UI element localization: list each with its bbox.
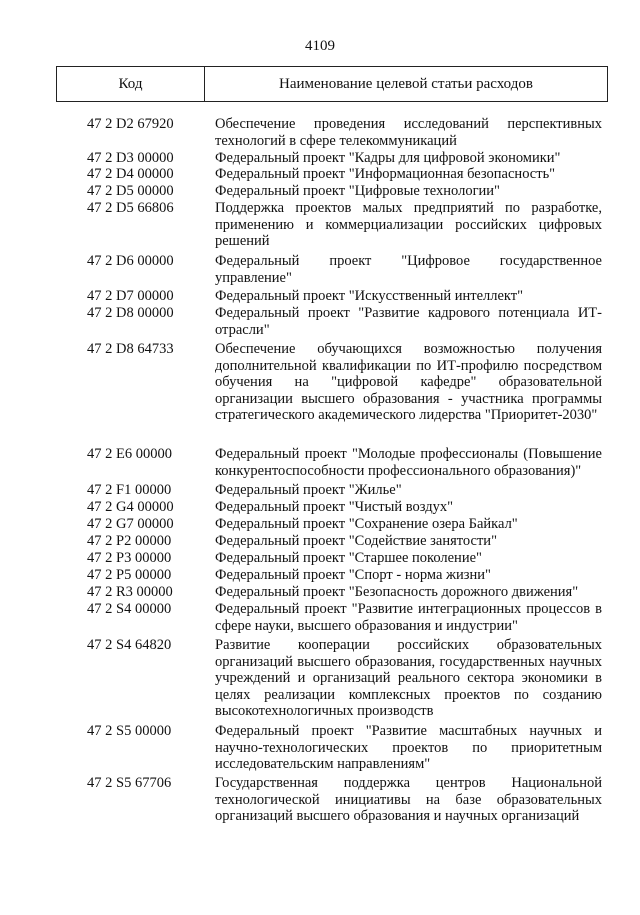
row-name: Федеральный проект "Жилье": [215, 482, 402, 498]
row-name: Федеральный проект "Кадры для цифровой экономики": [215, 150, 561, 166]
row-code: 47 2 P5 00000: [87, 567, 172, 583]
row-name: Федеральный проект "Цифровое государственное управление": [215, 253, 602, 286]
row-name: Федеральный проект "Старшее поколение": [215, 550, 482, 566]
row-code: 47 2 D5 00000: [87, 183, 174, 199]
row-code: 47 2 S5 67706: [87, 775, 172, 791]
row-code: 47 2 P2 00000: [87, 533, 172, 549]
row-name: Обеспечение обучающихся возможностью получения дополнительной квалификации по ИТ-профилю посредством обучения на "цифровой кафедре" образовательной организации высшего образования - участника программы стратегического академического лидерства "Приоритет-2030": [215, 341, 602, 423]
row-code: 47 2 E6 00000: [87, 446, 172, 462]
row-name: Федеральный проект "Развитие интеграционных процессов в сфере науки, высшего образования и индустрии": [215, 601, 602, 634]
row-code: 47 2 D8 64733: [87, 341, 174, 357]
row-name: Поддержка проектов малых предприятий по разработке, применению и коммерциализации российских цифровых решений: [215, 200, 602, 249]
row-name: Федеральный проект "Развитие кадрового потенциала ИТ-отрасли": [215, 305, 602, 338]
row-name: Федеральный проект "Содействие занятости": [215, 533, 497, 549]
row-code: 47 2 F1 00000: [87, 482, 172, 498]
row-code: 47 2 G7 00000: [87, 516, 174, 532]
row-code: 47 2 S5 00000: [87, 723, 172, 739]
header-code: Код: [57, 67, 205, 101]
row-code: 47 2 D5 66806: [87, 200, 174, 216]
row-name: Федеральный проект "Чистый воздух": [215, 499, 454, 515]
page-number: 4109: [305, 38, 335, 54]
row-name: Федеральный проект "Молодые профессионалы (Повышение конкурентоспособности профессионального образования)": [215, 446, 602, 479]
row-name: Развитие кооперации российских образовательных организаций высшего образования, государственных научных учреждений и организаций реального сектора экономики в целях реализации комплексных проектов по созданию высокотехнологичных производств: [215, 637, 602, 719]
row-code: 47 2 D2 67920: [87, 116, 174, 132]
row-name: Федеральный проект "Информационная безопасность": [215, 166, 556, 182]
row-name: Федеральный проект "Искусственный интеллект": [215, 288, 524, 304]
row-code: 47 2 S4 00000: [87, 601, 172, 617]
row-code: 47 2 R3 00000: [87, 584, 173, 600]
row-name: Обеспечение проведения исследований перспективных технологий в сфере телекоммуникаций: [215, 116, 602, 149]
row-code: 47 2 D8 00000: [87, 305, 174, 321]
row-code: 47 2 D4 00000: [87, 166, 174, 182]
row-code: 47 2 D3 00000: [87, 150, 174, 166]
row-name: Государственная поддержка центров Национальной технологической инициативы на базе образовательных организаций высшего образования и научных организаций: [215, 775, 602, 824]
row-code: 47 2 D7 00000: [87, 288, 174, 304]
row-code: 47 2 D6 00000: [87, 253, 174, 269]
row-name: Федеральный проект "Спорт - норма жизни": [215, 567, 491, 583]
row-code: 47 2 G4 00000: [87, 499, 174, 515]
row-code: 47 2 P3 00000: [87, 550, 172, 566]
header-name: Наименование целевой статьи расходов: [279, 75, 533, 92]
row-code: 47 2 S4 64820: [87, 637, 172, 653]
row-name: Федеральный проект "Развитие масштабных научных и научно-технологических проектов по приоритетным исследовательским направлениям": [215, 723, 602, 772]
row-name: Федеральный проект "Безопасность дорожного движения": [215, 584, 579, 600]
table-header: [56, 66, 608, 102]
row-name: Федеральный проект "Сохранение озера Байкал": [215, 516, 518, 532]
row-name: Федеральный проект "Цифровые технологии": [215, 183, 500, 199]
